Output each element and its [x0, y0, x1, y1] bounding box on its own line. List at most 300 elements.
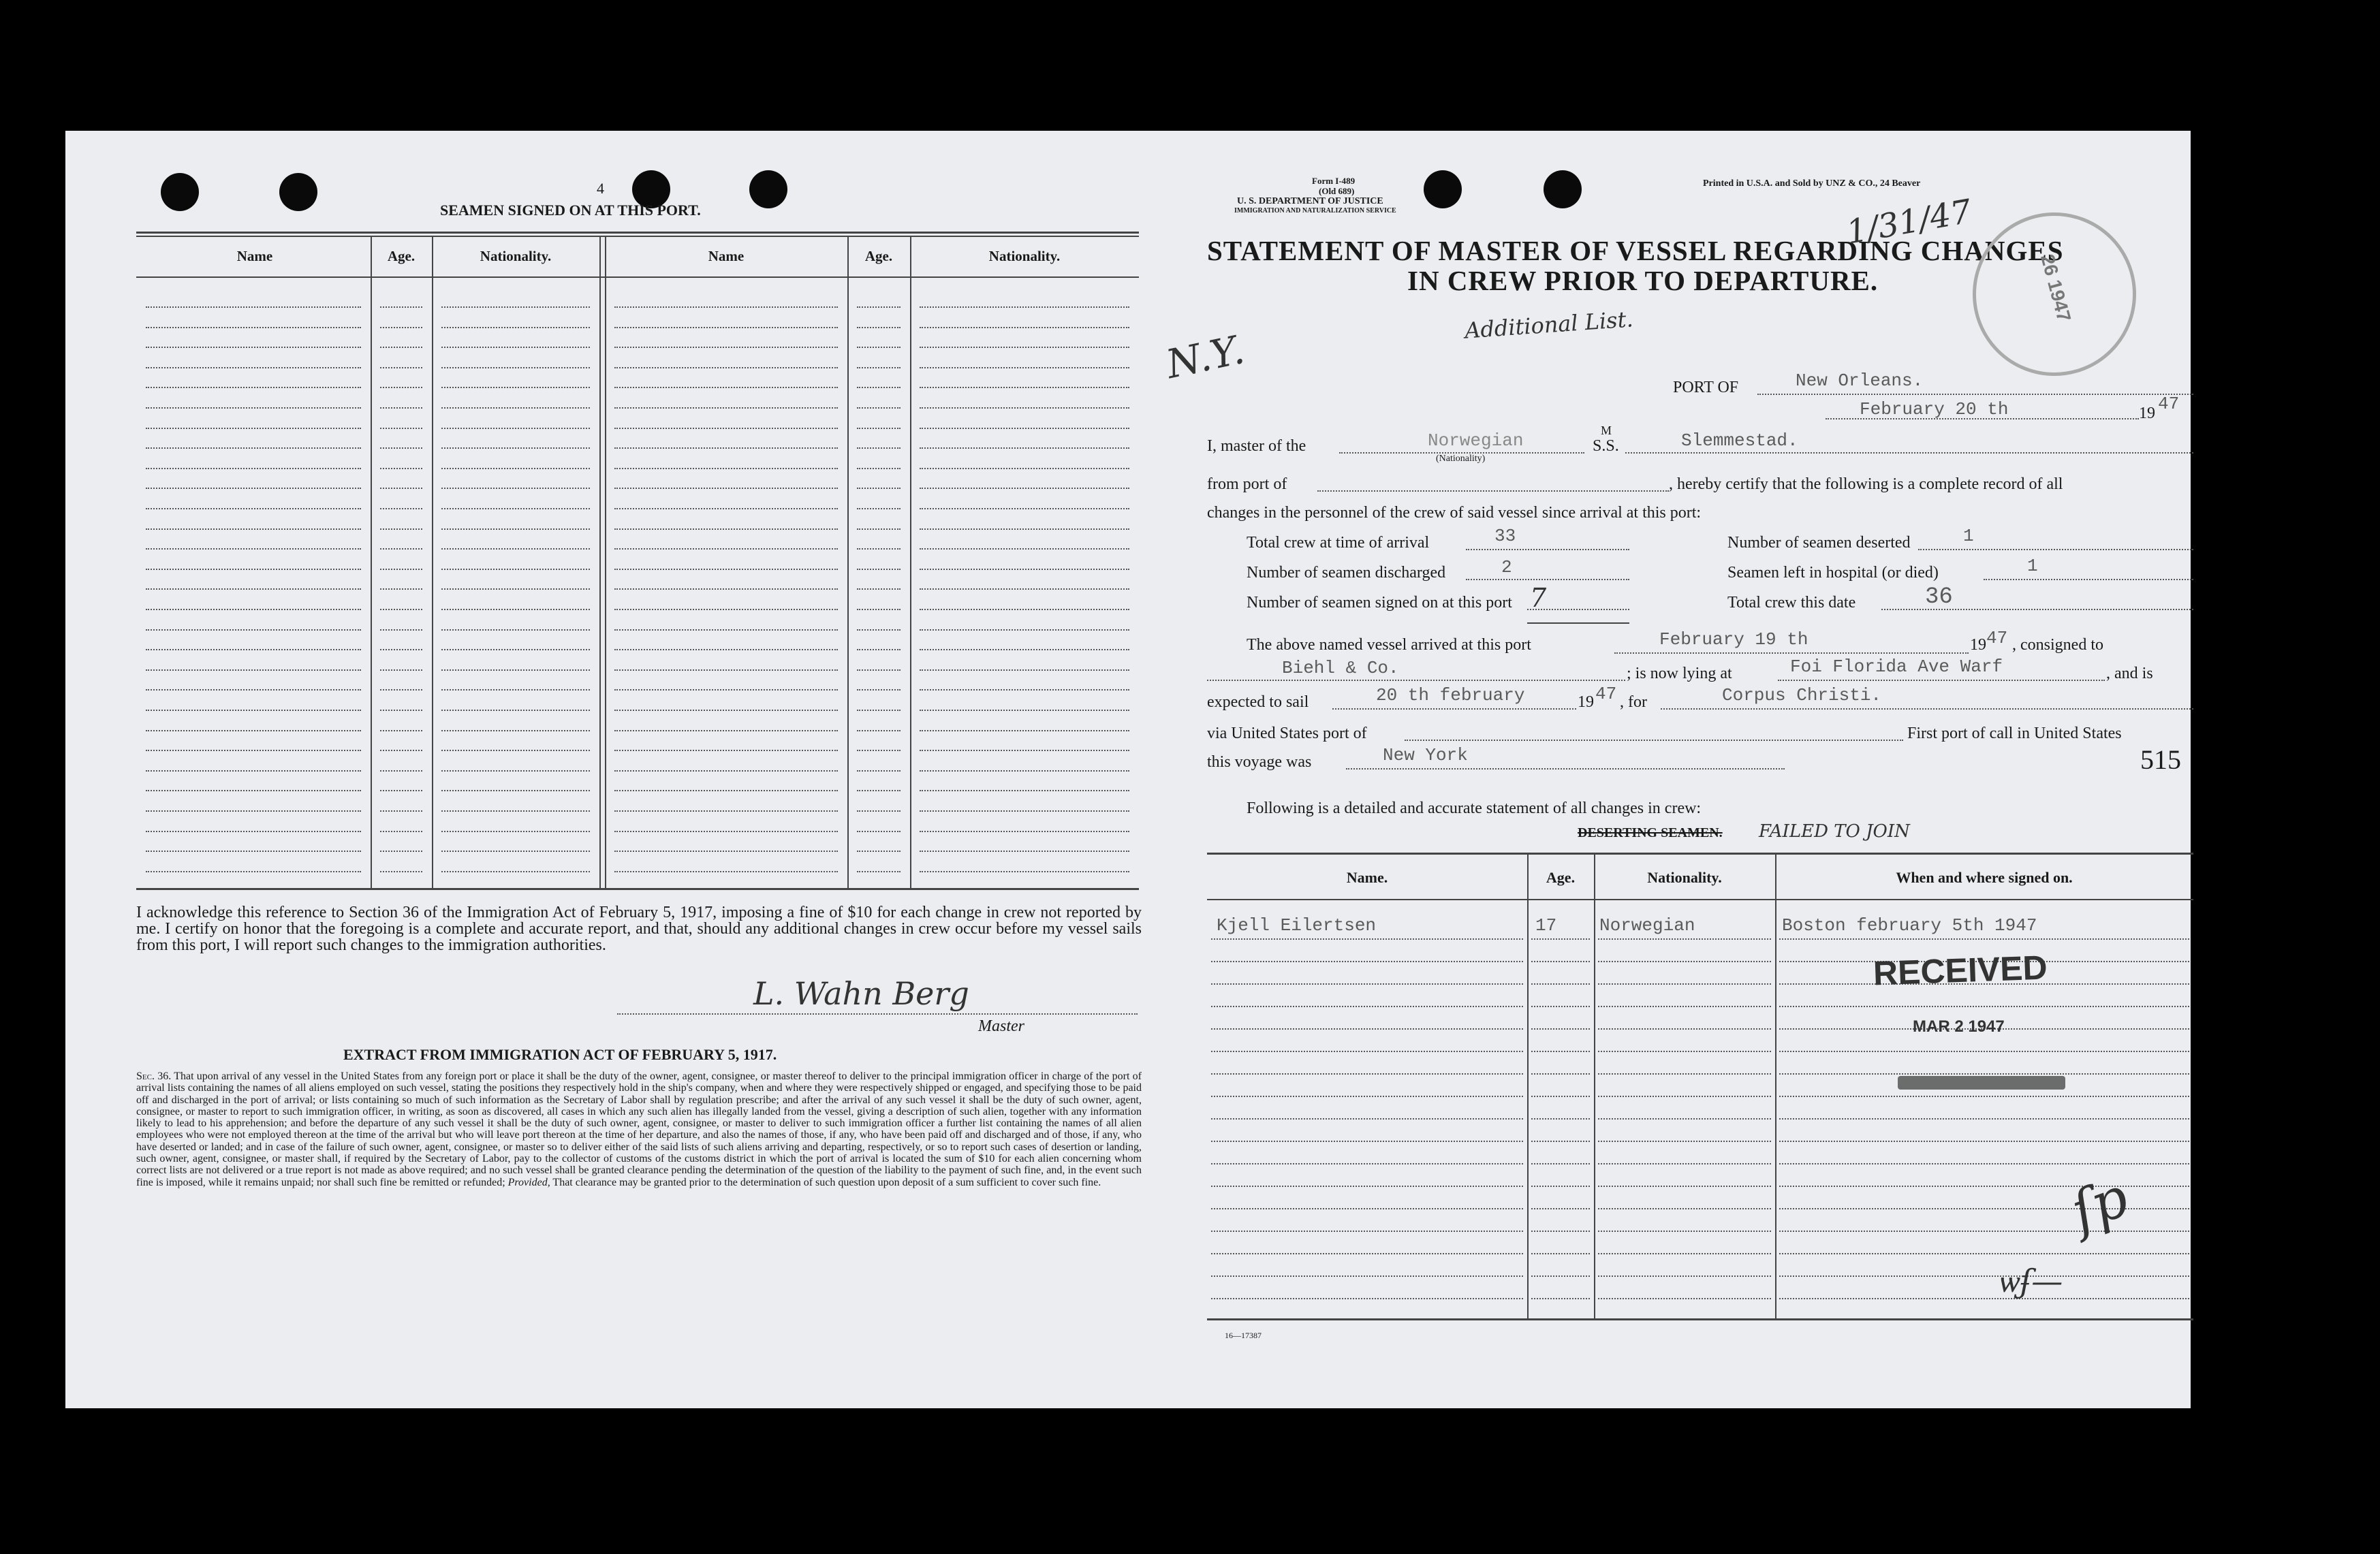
form-number: Form I-489: [1312, 176, 1356, 186]
for-value: Corpus Christi.: [1722, 685, 1882, 705]
table-rule: [441, 548, 590, 550]
port-label: PORT OF: [1673, 379, 1739, 396]
table-rule: [146, 488, 361, 489]
expected-label: expected to sail: [1207, 693, 1309, 711]
table-rule: [146, 750, 361, 751]
section-title: SEAMEN SIGNED ON AT THIS PORT.: [440, 202, 701, 219]
table-rule: [857, 508, 901, 509]
punch-hole: [161, 173, 199, 211]
table-rule: [1211, 1186, 1523, 1187]
table-rule: [441, 528, 590, 530]
table-rule: [1598, 1073, 1771, 1075]
table-rule: [920, 327, 1129, 328]
table-rule: [1598, 961, 1771, 962]
table-rule: [857, 609, 901, 610]
table-rule: [441, 306, 590, 308]
table-rule: [614, 669, 838, 671]
table-rule: [1211, 1073, 1523, 1075]
table-rule: [614, 629, 838, 631]
table-rule: [380, 871, 422, 872]
arrived-label: The above named vessel arrived at this port: [1247, 636, 1531, 654]
table-rule: [1531, 1096, 1590, 1097]
table-rule: [857, 569, 901, 570]
table-rule: [146, 770, 361, 772]
table-rule: [1531, 1298, 1590, 1299]
table-rule: [380, 588, 422, 590]
table-rule: [1531, 1253, 1590, 1254]
signed-on-label: Number of seamen signed on at this port: [1247, 594, 1512, 612]
table-rule: [1779, 1275, 2189, 1277]
table-rule: [441, 347, 590, 348]
column-header: Nationality.: [480, 248, 552, 264]
lying-value: Foi Florida Ave Warf: [1790, 656, 2003, 677]
total-date-value: 36: [1925, 584, 1953, 610]
table-rule: [920, 367, 1129, 368]
table-rule: [380, 447, 422, 449]
table-rule: [920, 447, 1129, 449]
year-prefix: 19: [2139, 405, 2155, 422]
table-rule: [920, 387, 1129, 388]
column-header: Name: [236, 248, 273, 264]
consigned-label: , consigned to: [2012, 636, 2103, 654]
table-rule: [146, 548, 361, 550]
table-rule: [614, 790, 838, 791]
extract-text: [136, 1071, 1142, 1188]
document-sheet: [65, 131, 2191, 1408]
vessel-type-ss: S.S.: [1593, 437, 1619, 455]
table-rule: [1598, 1186, 1771, 1187]
table-rule: [441, 750, 590, 751]
table-rule: [380, 649, 422, 650]
lying-label: ; is now lying at: [1627, 665, 1732, 682]
vessel-name: Slemmestad.: [1681, 430, 1798, 451]
table-rule: [1211, 1231, 1523, 1232]
table-rule: [441, 407, 590, 409]
table-rule: [441, 488, 590, 489]
table-rule: [614, 488, 838, 489]
table-rule: [614, 387, 838, 388]
table-rule: [920, 871, 1129, 872]
table-rule: [857, 468, 901, 469]
table-rule: [614, 609, 838, 610]
table-rule: [380, 468, 422, 469]
signed-on-value: 7: [1530, 583, 1547, 613]
handwritten-initials-right: ſp: [2063, 1164, 2137, 1244]
table-rule: [920, 770, 1129, 772]
voyage-value: New York: [1383, 745, 1468, 765]
handwritten-additional-list: Additional List.: [1463, 306, 1634, 344]
table-rule: [146, 528, 361, 530]
and-is-label: , and is: [2106, 665, 2153, 682]
table-rule: [380, 831, 422, 832]
table-rule: [441, 831, 590, 832]
crew-nationality: Norwegian: [1599, 915, 1695, 936]
table-rule: [441, 609, 590, 610]
table-rule: [857, 689, 901, 691]
table-rule: [614, 689, 838, 691]
table-rule: [380, 387, 422, 388]
service: IMMIGRATION AND NATURALIZATION SERVICE: [1234, 207, 1396, 215]
table-rule: [920, 347, 1129, 348]
table-rule: [920, 609, 1129, 610]
table-rule: [146, 689, 361, 691]
table-rule: [1779, 1073, 2189, 1075]
table-rule: [441, 629, 590, 631]
table-rule: [920, 548, 1129, 550]
table-rule: [380, 306, 422, 308]
column-header: Name: [708, 248, 745, 264]
for-label: , for: [1620, 693, 1647, 711]
table-rule: [441, 851, 590, 852]
received-stamp-date: MAR 2 1947: [1913, 1017, 2005, 1036]
table-rule: [1531, 961, 1590, 962]
table-rule: [1531, 1208, 1590, 1209]
table-rule: [614, 871, 838, 872]
table-rule: [1779, 1298, 2189, 1299]
punch-hole: [279, 173, 317, 211]
table-rule: [1531, 1006, 1590, 1007]
table-rule: [857, 851, 901, 852]
table-rule: [146, 428, 361, 429]
table-rule: [146, 831, 361, 832]
table-rule: [1598, 1051, 1771, 1052]
table-rule: [146, 710, 361, 711]
table-rule: [380, 629, 422, 631]
table-rule: [1211, 1006, 1523, 1007]
table-rule: [920, 407, 1129, 409]
table-rule: [146, 730, 361, 731]
table-rule: [380, 569, 422, 570]
table-rule: [1211, 1163, 1523, 1164]
table-rule: [857, 831, 901, 832]
table-rule: [857, 649, 901, 650]
table-rule: [1211, 1275, 1523, 1277]
table-rule: [920, 710, 1129, 711]
table-rule: [1531, 1186, 1590, 1187]
table-rule: [146, 407, 361, 409]
table-rule: [857, 750, 901, 751]
table-rule: [380, 367, 422, 368]
acknowledgment-text: I acknowledge this reference to Section 36 of the Immigration Act of February 5, 1917, imposing a fine of $10 for each change in crew not reported by me. I certify on honor that the foregoing is a complete and accurate report, and that, should any additional changes in crew occur before my vessel sails from this port, I will report such changes to the immigration authorities.: [136, 904, 1142, 954]
vessel-type-m: M: [1601, 424, 1612, 437]
table-rule: [857, 407, 901, 409]
table-rule: [614, 447, 838, 449]
table-rule: [1779, 1118, 2189, 1120]
column-header: Age.: [387, 248, 416, 264]
table-rule: [146, 306, 361, 308]
extract-provided: Provided,: [507, 1176, 550, 1188]
table-rule: [1598, 1028, 1771, 1030]
discharged-value: 2: [1501, 557, 1512, 577]
table-rule: [1598, 1163, 1771, 1164]
table-rule: [857, 548, 901, 550]
handwritten-initials: N.Y.: [1162, 326, 1249, 388]
expected-value: 20 th february: [1376, 685, 1525, 705]
table-rule: [1598, 1298, 1771, 1299]
table-rule: [1598, 1208, 1771, 1209]
table-rule: [857, 629, 901, 631]
footer-code: 16—17387: [1225, 1331, 1262, 1340]
port-value: New Orleans.: [1796, 370, 1924, 391]
table-rule: [1531, 938, 1590, 940]
table-rule: [857, 710, 901, 711]
round-stamp: [1973, 212, 2136, 376]
table-rule: [380, 347, 422, 348]
nationality-label: (Nationality): [1436, 454, 1486, 464]
table-rule: [857, 327, 901, 328]
table-rule: [146, 447, 361, 449]
table-rule: [614, 528, 838, 530]
table-rule: [857, 528, 901, 530]
table-rule: [1598, 1118, 1771, 1120]
table-rule: [920, 750, 1129, 751]
table-rule: [614, 367, 838, 368]
table-rule: [380, 548, 422, 550]
table-rule: [920, 468, 1129, 469]
date-value: February 20 th: [1860, 399, 2009, 419]
number-515: 515: [2140, 744, 2181, 775]
table-rule: [1779, 938, 2189, 940]
table-rule: [380, 327, 422, 328]
table-rule: [614, 810, 838, 812]
table-rule: [1598, 1141, 1771, 1142]
table-rule: [1211, 1028, 1523, 1030]
table-rule: [1779, 1163, 2189, 1164]
table-rule: [441, 790, 590, 791]
total-arrival-value: 33: [1494, 526, 1516, 546]
table-rule: [857, 306, 901, 308]
table-rule: [857, 428, 901, 429]
table-rule: [441, 810, 590, 812]
handwritten-scribble: ѡʄ—: [2000, 1263, 2063, 1299]
table-rule: [146, 669, 361, 671]
voyage-label: this voyage was: [1207, 753, 1312, 771]
table-rule: [441, 588, 590, 590]
table-rule: [1211, 938, 1523, 940]
table-rule: [380, 810, 422, 812]
table-rule: [1211, 1118, 1523, 1120]
table-rule: [380, 851, 422, 852]
table-rule: [1531, 1028, 1590, 1030]
from-port-label: from port of: [1207, 475, 1287, 493]
table-rule: [614, 649, 838, 650]
table-rule: [146, 327, 361, 328]
table-rule: [1211, 1051, 1523, 1052]
table-rule: [146, 588, 361, 590]
nationality-value: Norwegian: [1428, 430, 1524, 451]
table-rule: [146, 851, 361, 852]
table-rule: [1531, 1051, 1590, 1052]
master-signature: L. Wahn Berg: [753, 975, 969, 1012]
table-rule: [614, 851, 838, 852]
table-rule: [614, 468, 838, 469]
discharged-label: Number of seamen discharged: [1247, 564, 1446, 582]
table-rule: [380, 790, 422, 791]
table-rule: [920, 810, 1129, 812]
punch-hole: [1544, 170, 1582, 208]
changes-text: changes in the personnel of the crew of said vessel since arrival at this port:: [1207, 504, 1702, 522]
table-rule: [146, 609, 361, 610]
table-rule: [380, 508, 422, 509]
table-rule: [1211, 1298, 1523, 1299]
table-rule: [614, 428, 838, 429]
table-rule: [1779, 1186, 2189, 1187]
table-rule: [441, 468, 590, 469]
column-header: Name.: [1346, 869, 1388, 886]
table-rule: [441, 710, 590, 711]
table-rule: [146, 387, 361, 388]
consignee-value: Biehl & Co.: [1282, 658, 1399, 678]
table-rule: [614, 407, 838, 409]
crew-name: Kjell Eilertsen: [1217, 915, 1377, 936]
table-rule: [857, 367, 901, 368]
table-rule: [146, 569, 361, 570]
arrived-year-prefix: 19: [1970, 636, 1986, 654]
table-rule: [1531, 1141, 1590, 1142]
table-rule: [920, 689, 1129, 691]
table-rule: [1598, 1253, 1771, 1254]
table-rule: [1598, 1096, 1771, 1097]
table-rule: [146, 790, 361, 791]
table-rule: [1779, 1253, 2189, 1254]
table-rule: [146, 810, 361, 812]
table-rule: [441, 730, 590, 731]
table-rule: [441, 569, 590, 570]
table-rule: [380, 609, 422, 610]
stamp-round-date: 26 1947: [2037, 251, 2076, 324]
failed-to-join: FAILED TO JOIN: [1759, 821, 1910, 842]
table-rule: [857, 790, 901, 791]
table-rule: [857, 588, 901, 590]
table-rule: [441, 387, 590, 388]
table-rule: [441, 508, 590, 509]
table-rule: [1598, 983, 1771, 985]
first-port-label: First port of call in United States: [1907, 725, 2122, 742]
table-rule: [1598, 1006, 1771, 1007]
table-rule: [146, 367, 361, 368]
expected-year: 47: [1595, 684, 1617, 704]
column-header: Nationality.: [1647, 869, 1722, 886]
table-rule: [146, 649, 361, 650]
handwritten-date: 1/31/47: [1843, 192, 1975, 252]
table-rule: [857, 347, 901, 348]
page-number: 4: [597, 180, 604, 197]
table-rule: [920, 588, 1129, 590]
table-rule: [380, 669, 422, 671]
table-rule: [857, 810, 901, 812]
following-label: Following is a detailed and accurate statement of all changes in crew:: [1247, 799, 1702, 817]
table-rule: [1211, 983, 1523, 985]
year-value: 47: [2158, 394, 2180, 414]
table-rule: [380, 730, 422, 731]
table-rule: [1779, 1006, 2189, 1007]
table-rule: [1211, 961, 1523, 962]
hospital-value: 1: [2027, 556, 2038, 576]
punch-hole: [749, 170, 787, 208]
table-rule: [614, 831, 838, 832]
table-rule: [441, 649, 590, 650]
table-rule: [614, 327, 838, 328]
table-rule: [146, 871, 361, 872]
arrived-year: 47: [1986, 628, 2008, 648]
table-rule: [857, 488, 901, 489]
master-label: Master: [978, 1017, 1024, 1035]
deserted-label: Number of seamen deserted: [1727, 534, 1911, 552]
table-rule: [146, 508, 361, 509]
table-rule: [380, 528, 422, 530]
table-rule: [380, 428, 422, 429]
table-rule: [380, 750, 422, 751]
table-rule: [441, 770, 590, 772]
table-rule: [920, 649, 1129, 650]
table-rule: [857, 669, 901, 671]
table-rule: [146, 468, 361, 469]
punch-hole: [1424, 170, 1462, 208]
table-rule: [1598, 1231, 1771, 1232]
table-rule: [1531, 983, 1590, 985]
department: U. S. DEPARTMENT OF JUSTICE: [1237, 196, 1383, 206]
certify-text: , hereby certify that the following is a complete record of all: [1669, 475, 2063, 493]
table-rule: [920, 831, 1129, 832]
table-rule: [441, 669, 590, 671]
table-rule: [614, 306, 838, 308]
column-header: When and where signed on.: [1896, 869, 2073, 886]
table-rule: [920, 851, 1129, 852]
table-rule: [1598, 938, 1771, 940]
table-rule: [920, 306, 1129, 308]
extract-section: Sec. 36.: [136, 1071, 172, 1082]
table-rule: [380, 689, 422, 691]
table-rule: [1211, 1096, 1523, 1097]
table-rule: [920, 428, 1129, 429]
deserted-value: 1: [1963, 526, 1974, 546]
total-date-label: Total crew this date: [1727, 594, 1856, 612]
table-rule: [920, 569, 1129, 570]
column-header: Age.: [1546, 869, 1576, 886]
table-rule: [920, 790, 1129, 791]
table-rule: [614, 770, 838, 772]
table-rule: [920, 508, 1129, 509]
table-rule: [857, 387, 901, 388]
table-rule: [441, 367, 590, 368]
table-rule: [1531, 1231, 1590, 1232]
table-rule: [920, 730, 1129, 731]
table-rule: [146, 347, 361, 348]
extract-body: That upon arrival of any vessel in the United States from any foreign port or place it shall be the duty of the owner, agent, consignee, or master thereof to deliver to the principal immigration officer in charge of the port of arrival lists containing the names of all aliens employed on such vessel, stating the positions they respectively hold in the ship's company, when and where they were respectively shipped or engaged, and specifying those to be paid off and discharged in the port of arrival; or lists containing so much of such information as the Secretary of Labor shall by regulation prescribe; and after the arrival of any such vessel it shall be the duty of such owner, agent, consignee, or master to report to such immigration officer, in writing, as soon as discovered, all cases in which any such alien has illegally landed from the vessel, giving a description of such alien, together with any information likely to lead to his apprehension; and before the departure of any such vessel it shall be the duty of such owner, agent, consignee, or master to deliver to such immigration officer a further list containing the names of all alien employees who were not employed thereon at the time of the arrival but who will leave port thereon at the time of her departure, and also the names of those, if any, who have been paid off and discharged and of those, if any, who have deserted or landed; and in case of the failure of such owner, agent, consignee, or master so to deliver either of the said lists of such aliens arriving and departing, respectively, or so to report such cases of desertion or landing, such owner, agent, consignee, or master shall, if required by the Secretary of Labor, pay to the collector of customs of the customs district in which the port of arrival is located the sum of $10 for each alien concerning whom correct lists are not delivered or a true report is not made as above required; and no such vessel shall be granted clearance pending the determination of the question of the liability to the payment of such fine, and, in the event such fine is imposed, while it remains unpaid; nor shall such fine be remitted or refunded;: [136, 1071, 1142, 1188]
table-rule: [1211, 1208, 1523, 1209]
table-rule: [614, 710, 838, 711]
table-rule: [380, 488, 422, 489]
table-rule: [1779, 1096, 2189, 1097]
master-of-label: I, master of the: [1207, 437, 1306, 455]
table-rule: [920, 488, 1129, 489]
table-rule: [857, 730, 901, 731]
table-rule: [614, 548, 838, 550]
arrived-date: February 19 th: [1659, 629, 1809, 650]
deserting-label: DESERTING SEAMEN.: [1578, 825, 1723, 840]
table-rule: [380, 710, 422, 711]
table-rule: [1779, 1141, 2189, 1142]
stamp-smudge: [1898, 1076, 2065, 1090]
table-rule: [441, 689, 590, 691]
table-rule: [614, 347, 838, 348]
table-rule: [1211, 1253, 1523, 1254]
table-rule: [857, 770, 901, 772]
table-rule: [380, 407, 422, 409]
received-stamp: RECEIVED: [1873, 948, 2048, 993]
table-rule: [441, 447, 590, 449]
table-rule: [1531, 1275, 1590, 1277]
